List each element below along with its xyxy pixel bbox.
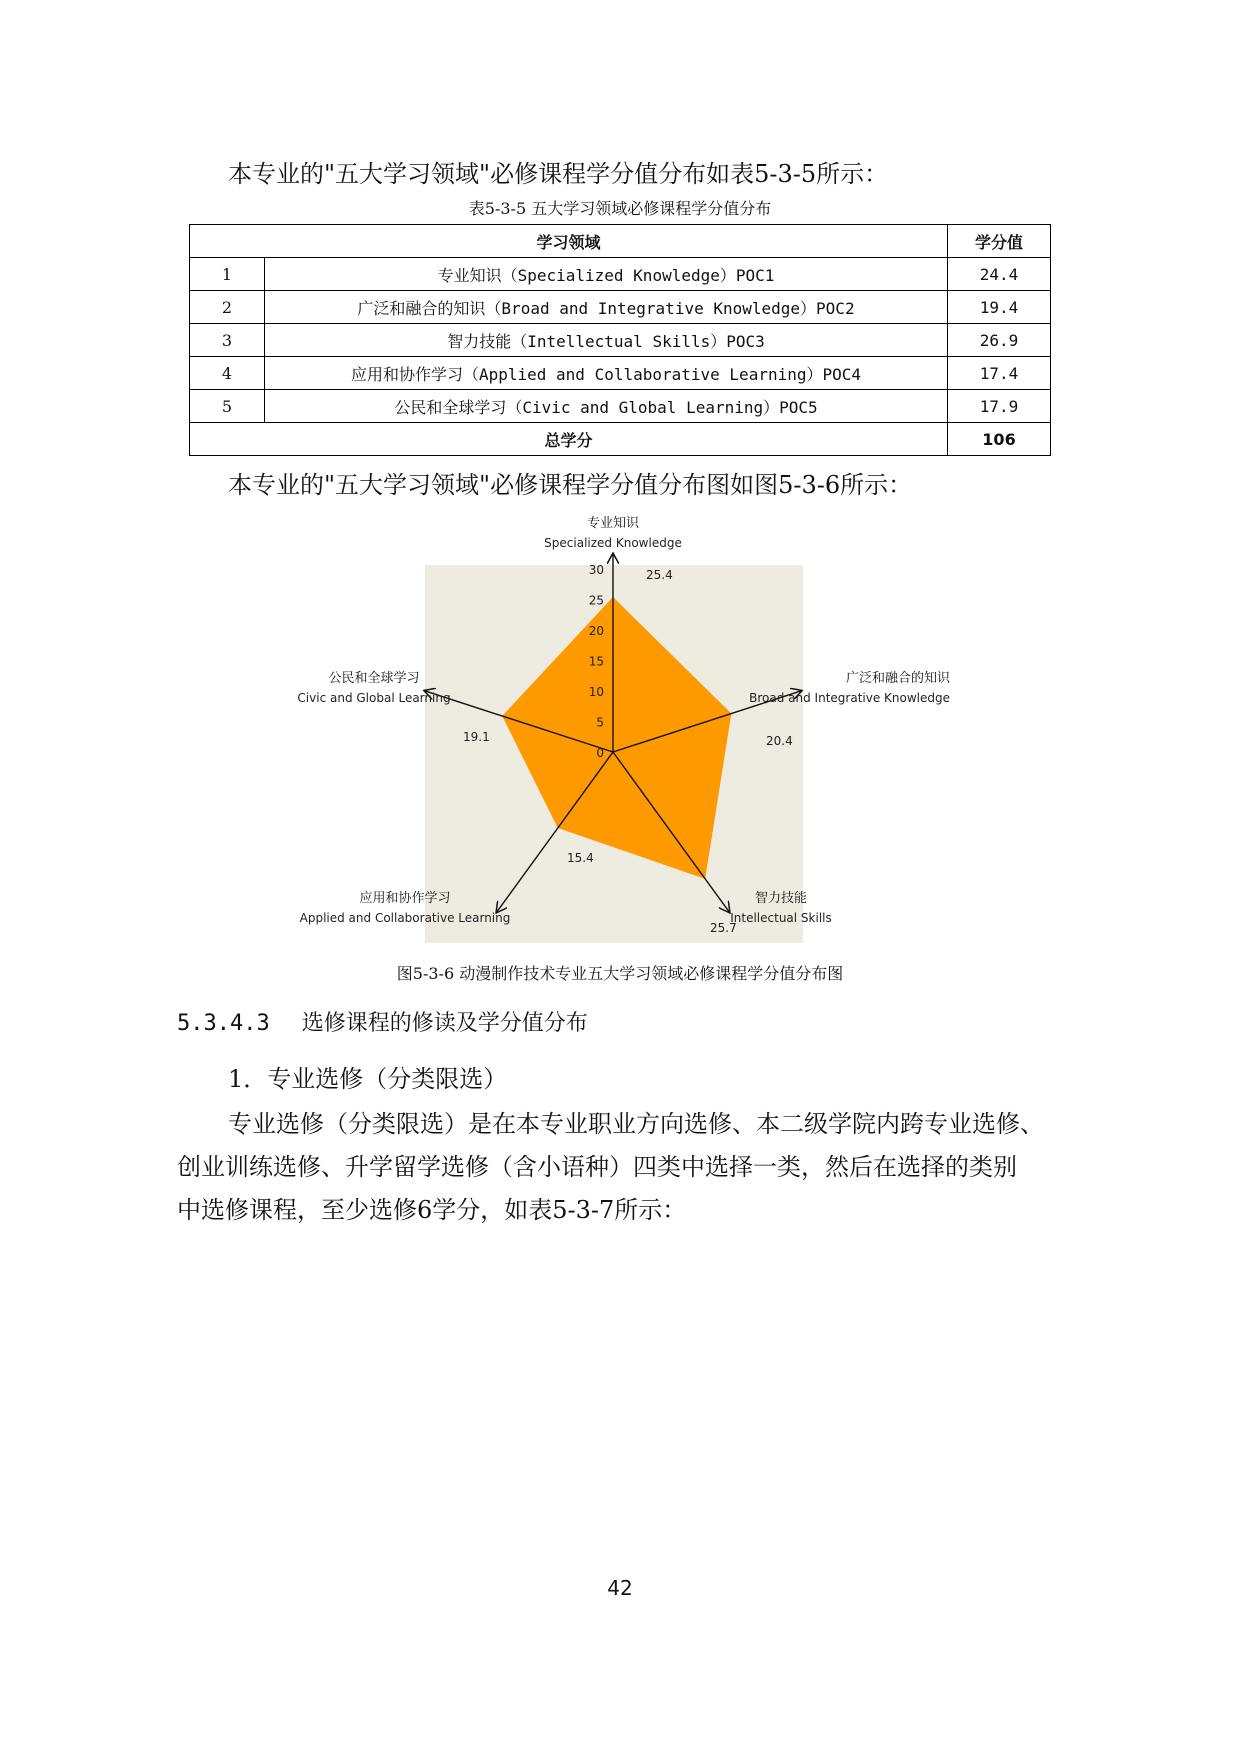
axis-label-en: Broad and Integrative Knowledge — [749, 691, 950, 705]
axis-label-cn: 广泛和融合的知识 — [845, 671, 950, 686]
r-tick-label: 10 — [588, 685, 604, 699]
intro-paragraph-2: 本专业的"五大学习领域"必修课程学分值分布图如图5-3-6所示： — [228, 471, 913, 499]
value-label: 15.4 — [567, 851, 594, 865]
body-line-1: 专业选修（分类限选）是在本专业职业方向选修、本二级学院内跨专业选修、 — [228, 1110, 1044, 1138]
value-label: 20.4 — [766, 734, 793, 748]
body-line-2: 创业训练选修、升学留学选修（含小语种）四类中选择一类，然后在选择的类别 — [177, 1153, 1017, 1181]
header-domain: 学习领域 — [190, 225, 948, 258]
figure-caption: 图5-3-6 动漫制作技术专业五大学习领域必修课程学分值分布图 — [396, 964, 844, 983]
row-domain: 广泛和融合的知识（Broad and Integrative Knowledge）POC2 — [265, 291, 948, 324]
total-value: 106 — [948, 423, 1051, 456]
r-tick-label: 0 — [596, 746, 604, 760]
axis-label-cn: 公民和全球学习 — [328, 671, 420, 686]
row-domain: 智力技能（Intellectual Skills）POC3 — [265, 324, 948, 357]
axis-label-en: Intellectual Skills — [730, 911, 832, 925]
row-index: 1 — [190, 258, 265, 291]
list-item-heading: 1．专业选修（分类限选） — [228, 1065, 508, 1093]
r-tick-label: 5 — [596, 715, 604, 730]
row-credit: 26.9 — [948, 324, 1051, 357]
r-tick-label: 20 — [588, 624, 604, 638]
page-number: 42 — [607, 1576, 633, 1600]
row-index: 3 — [190, 324, 265, 357]
axis-label-en: Civic and Global Learning — [297, 691, 451, 705]
axis-label-en: Applied and Collaborative Learning — [299, 911, 511, 925]
value-label: 25.4 — [646, 568, 673, 582]
row-credit: 17.4 — [948, 357, 1051, 390]
axis-label-cn: 应用和协作学习 — [359, 891, 451, 906]
row-credit: 19.4 — [948, 291, 1051, 324]
row-domain: 专业知识（Specialized Knowledge）POC1 — [265, 258, 948, 291]
table-caption: 表5-3-5 五大学习领域必修课程学分值分布 — [468, 199, 772, 218]
row-index: 2 — [190, 291, 265, 324]
body-line-3: 中选修课程，至少选修6学分，如表5-3-7所示： — [177, 1196, 687, 1224]
header-credit: 学分值 — [948, 225, 1051, 258]
axis-label-en: Specialized Knowledge — [544, 536, 682, 550]
intro-paragraph-1: 本专业的"五大学习领域"必修课程学分值分布如表5-3-5所示： — [228, 160, 889, 188]
value-label: 19.1 — [463, 730, 490, 744]
section-heading — [177, 1006, 588, 1037]
row-credit: 24.4 — [948, 258, 1051, 291]
total-label: 总学分 — [190, 423, 948, 456]
section-title: 选修课程的修读及学分值分布 — [301, 1011, 588, 1036]
r-tick-label: 25 — [588, 593, 604, 608]
row-index: 4 — [190, 357, 265, 390]
section-number: 5.3.4.3 — [177, 1011, 270, 1036]
axis-label-cn: 智力技能 — [754, 891, 808, 906]
axis-label-cn: 专业知识 — [586, 516, 640, 531]
row-credit: 17.9 — [948, 390, 1051, 423]
value-label: 25.7 — [710, 921, 737, 935]
row-domain: 应用和协作学习（Applied and Collaborative Learning）POC4 — [265, 357, 948, 390]
r-tick-label: 30 — [588, 563, 604, 577]
row-index: 5 — [190, 390, 265, 423]
row-domain: 公民和全球学习（Civic and Global Learning）POC5 — [265, 390, 948, 423]
r-tick-label: 15 — [588, 654, 604, 669]
